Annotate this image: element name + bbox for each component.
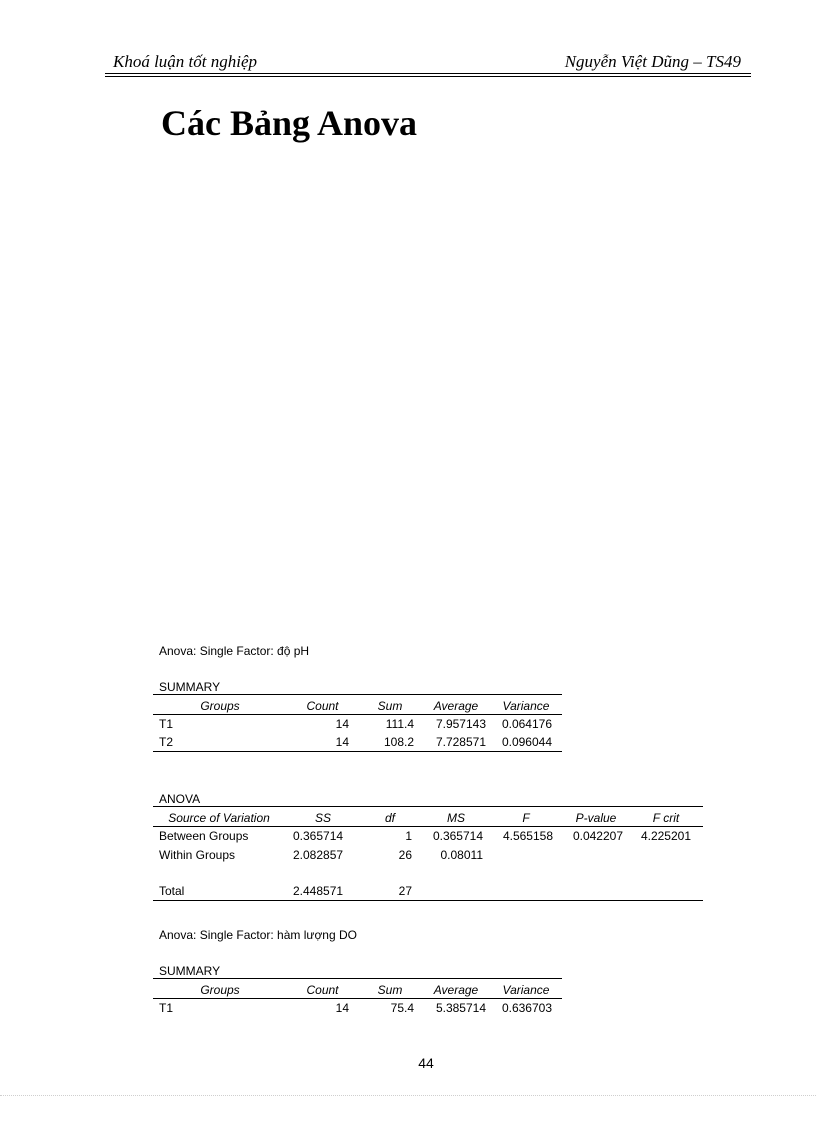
table-row-cell: 7.957143 <box>435 717 486 731</box>
header-thesis-label: Khoá luận tốt nghiệp <box>113 52 258 71</box>
anova-ph-heading: Anova: Single Factor: độ pH <box>159 644 310 658</box>
summary-rule-mid <box>153 998 562 999</box>
table-row-cell: Between Groups <box>159 829 249 843</box>
table-row-cell: 1 <box>405 829 412 843</box>
page-title: Các Bảng Anova <box>161 103 418 143</box>
table-row-cell: 0.08011 <box>440 848 483 862</box>
col-f: F <box>522 811 530 825</box>
table-row-cell: 26 <box>398 848 412 862</box>
table-row-cell: 14 <box>335 717 349 731</box>
col-count: Count <box>306 983 339 997</box>
table-row-cell: 27 <box>398 884 412 898</box>
table-row-cell: 108.2 <box>383 735 414 749</box>
col-sum: Sum <box>377 699 403 713</box>
anova-do-heading: Anova: Single Factor: hàm lượng DO <box>159 928 357 942</box>
table-row-cell: 0.365714 <box>432 829 483 843</box>
col-f-crit: F crit <box>652 811 680 825</box>
col-variance: Variance <box>502 983 550 997</box>
table-row-cell: 75.4 <box>390 1001 414 1015</box>
table-row-cell: 111.4 <box>385 717 414 731</box>
col-ms: MS <box>447 811 465 825</box>
table-row-cell: 0.064176 <box>501 717 552 731</box>
col-average: Average <box>433 699 479 713</box>
table-row-cell: 14 <box>335 1001 349 1015</box>
col-variance: Variance <box>502 699 550 713</box>
table-row-cell: T1 <box>159 1001 174 1015</box>
anova-rule-bottom <box>153 900 703 901</box>
summary-rule-top <box>153 694 562 695</box>
page-number: 44 <box>418 1055 434 1071</box>
table-row-cell: 7.728571 <box>435 735 486 749</box>
summary-rule-mid <box>153 714 562 715</box>
table-row-cell: 14 <box>335 735 349 749</box>
header-rule-double <box>105 76 751 77</box>
summary-label: SUMMARY <box>159 964 221 978</box>
col-sum: Sum <box>377 983 403 997</box>
page-bottom-divider <box>0 1095 816 1096</box>
summary-label: SUMMARY <box>159 680 221 694</box>
table-row-cell: T1 <box>159 717 174 731</box>
table-row-cell: 0.096044 <box>501 735 552 749</box>
table-row-cell: 0.042207 <box>572 829 623 843</box>
anova-label: ANOVA <box>159 792 201 806</box>
col-count: Count <box>306 699 339 713</box>
page-header <box>105 52 751 76</box>
header-author: Nguyễn Việt Dũng – TS49 <box>564 52 741 71</box>
table-row-cell: 5.385714 <box>435 1001 486 1015</box>
table-row-cell: Total <box>159 884 185 898</box>
table-row-cell: 0.365714 <box>293 829 344 843</box>
col-source: Source of Variation <box>168 811 270 825</box>
col-groups: Groups <box>200 983 240 997</box>
anova-rule-top <box>153 806 703 807</box>
table-row-cell: 2.448571 <box>293 884 344 898</box>
summary-rule-bottom <box>153 751 562 752</box>
header-rule <box>105 73 751 74</box>
anova-rule-mid <box>153 826 703 827</box>
col-df: df <box>384 811 395 825</box>
table-row-cell: 4.225201 <box>640 829 691 843</box>
col-p-value: P-value <box>575 811 617 825</box>
table-row-cell: 2.082857 <box>293 848 344 862</box>
col-average: Average <box>433 983 479 997</box>
col-groups: Groups <box>200 699 240 713</box>
table-row-cell: 0.636703 <box>501 1001 552 1015</box>
summary-rule-top <box>153 978 562 979</box>
table-row-cell: Within Groups <box>159 848 236 862</box>
col-ss: SS <box>314 811 331 825</box>
table-row-cell: 4.565158 <box>502 829 553 843</box>
table-row-cell: T2 <box>159 735 174 749</box>
